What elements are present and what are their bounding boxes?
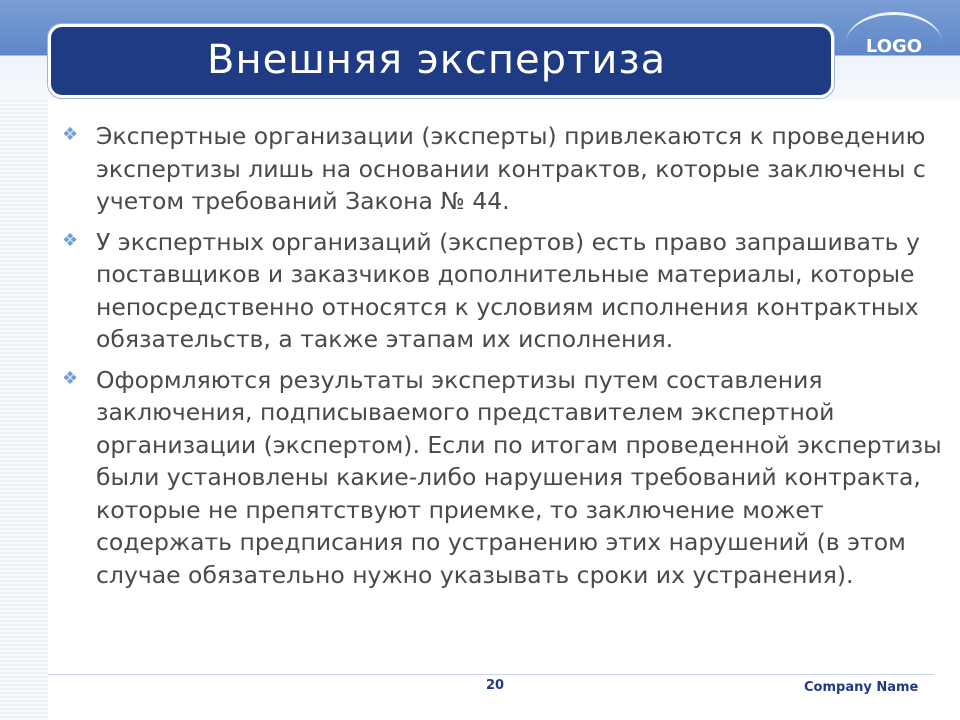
- footer-divider: [48, 674, 934, 675]
- logo-text: LOGO: [865, 36, 923, 57]
- left-stripe-decoration: [0, 100, 48, 720]
- diamond-bullet-icon: ❖: [62, 124, 79, 145]
- slide-title: Внешняя экспертиза: [207, 37, 667, 83]
- bullet-text: У экспертных организаций (экспертов) есть право запрашивать у поставщиков и заказчиков дополнительные материалы, которые непосредственно относятся к условиям исполнения контрактных обязательств, а также этапам их исполнения.: [96, 227, 920, 353]
- title-box: [48, 24, 834, 98]
- company-name: Company Name: [804, 680, 919, 695]
- logo: [846, 12, 942, 74]
- bullet-text: Оформляются результаты экспертизы путем составления заключения, подписываемого представителем экспертной организации (экспертом). Если по итогам проведенной экспертизы были установлены какие-либо нарушения требований контракта, которые не препятствуют приемке, то заключение может содержать предписания по устранению этих нарушений (в этом случае обязательно нужно указывать сроки их устранения).: [96, 365, 942, 589]
- bullet-list: [62, 120, 942, 599]
- bullet-item: [62, 226, 942, 356]
- bullet-item: [62, 364, 942, 592]
- bullet-text: Экспертные организации (эксперты) привлекаются к проведению экспертизы лишь на основании контрактов, которые заключены с учетом требований Закона № 44.: [96, 122, 926, 215]
- diamond-bullet-icon: ❖: [62, 229, 79, 251]
- page-number: 20: [486, 678, 505, 693]
- bullet-item: [62, 120, 942, 218]
- diamond-bullet-icon: ❖: [62, 367, 79, 389]
